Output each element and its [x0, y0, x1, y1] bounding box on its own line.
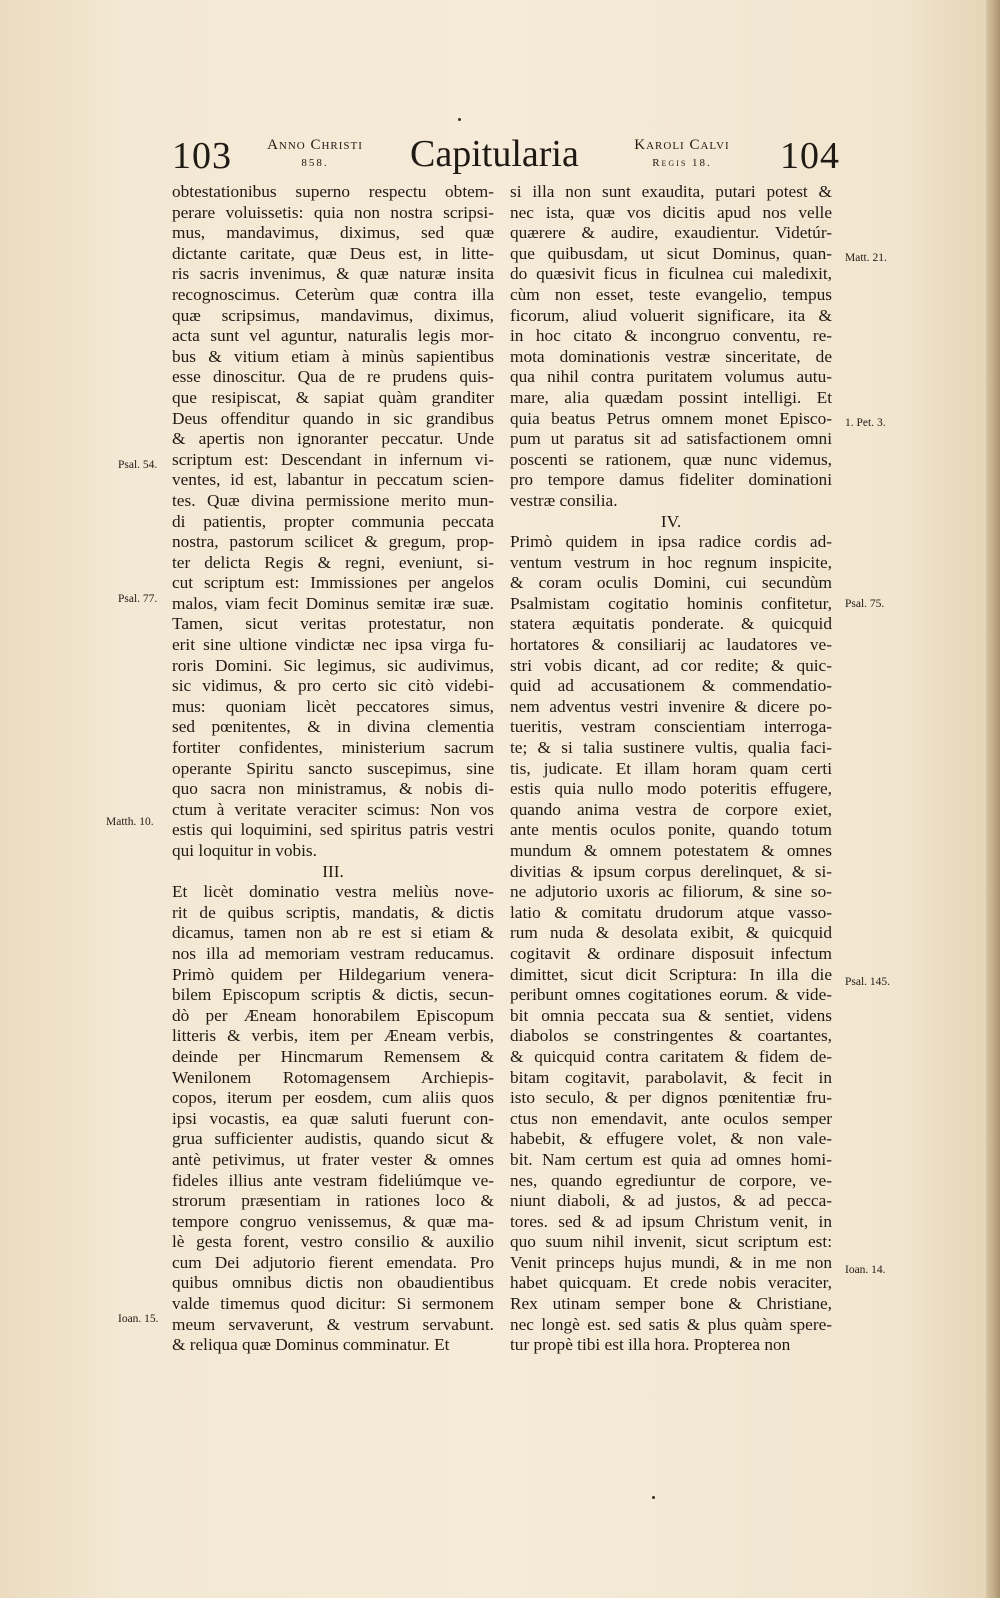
- text-line: rit de quibus scriptis, mandatis, & dictis: [172, 902, 494, 922]
- text-line: erit sine ultione vindictæ nec ipsa virga fu-: [172, 635, 494, 655]
- text-line: quo sacra non ministramus, & nobis di-: [172, 779, 494, 799]
- text-line: cogitavit & ordinare disposuit infectum: [510, 943, 832, 963]
- text-line: quo suum nihil invenit, sicut scriptum est:: [510, 1232, 832, 1252]
- text-line: que quibusdam, ut sicut Dominus, quan-: [510, 243, 832, 263]
- text-line: grua sufficienter audistis, quando sicut &: [172, 1129, 494, 1149]
- text-line: estis quia nullo modo poteritis effugere,: [510, 779, 832, 799]
- text-line: mota dominationis vestræ sinceritate, de: [510, 346, 832, 366]
- text-line: quia beatus Petrus omnem monet Episco-: [510, 408, 832, 428]
- text-line: quæ scripsimus, mandavimus, diximus,: [172, 305, 494, 325]
- text-line: Primò quidem in ipsa radice cordis ad-: [510, 532, 832, 552]
- text-line: si illa non sunt exaudita, putari potest &: [510, 182, 832, 201]
- text-line: ter delicta Regis & regni, eveniunt, si-: [172, 552, 494, 572]
- text-line: cut scriptum est: Immissiones per angelos: [172, 573, 494, 593]
- margin-note: Ioan. 14.: [845, 1264, 886, 1276]
- text-line: bit omnia peccata sua & sentiet, videns: [510, 1005, 832, 1025]
- text-line: deinde per Hincmarum Remensem &: [172, 1046, 494, 1066]
- text-line: fideles illius ante vestram fideliúmque ve-: [172, 1170, 494, 1190]
- text-line: in hoc citato & incongruo conventu, re-: [510, 326, 832, 346]
- text-line: roris Domini. Sic legimus, sic audivimus,: [172, 655, 494, 675]
- text-line: scriptum est: Descendant in infernum vi-: [172, 449, 494, 469]
- text-line: dicamus, tamen non ab re est si etiam &: [172, 923, 494, 943]
- text-line: esse dinoscitur. Qua de re prudens quis-: [172, 367, 494, 387]
- text-line: bit. Nam certum est quia ad omnes homi-: [510, 1149, 832, 1169]
- text-line: bitam cogitavit, parabolavit, & fecit in: [510, 1067, 832, 1087]
- text-line: nes, quando egrediuntur de corpore, ve-: [510, 1170, 832, 1190]
- text-line: nos illa ad memoriam vestram reducamus.: [172, 943, 494, 963]
- text-line: fortiter confidentes, ministerium sacrum: [172, 738, 494, 758]
- running-head-left-year: 858.: [301, 157, 329, 169]
- text-line: dictante caritate, quæ Deus est, in litte-: [172, 243, 494, 263]
- page-number-left: 103: [172, 135, 232, 177]
- text-line: & apertis non ignoranter peccatur. Unde: [172, 429, 494, 449]
- margin-note: Psal. 145.: [845, 976, 891, 988]
- text-line: pro tempore damus fideliter dominationi: [510, 470, 832, 490]
- text-line: ventum vestrum in hoc regnum inspicite,: [510, 552, 832, 572]
- text-line: ris sacris invenimus, & quæ naturæ insita: [172, 264, 494, 284]
- text-line: do quæsivit ficus in ficulnea cui maledixit,: [510, 264, 832, 284]
- text-line: sic vidimus, & pro certo sic citò videbi-: [172, 676, 494, 696]
- text-line: copos, iterum per eosdem, cum aliis quos: [172, 1088, 494, 1108]
- margin-note: Matth. 10.: [106, 816, 154, 828]
- margin-note: Matt. 21.: [845, 252, 887, 264]
- text-line: Rex utinam semper bone & Christiane,: [510, 1294, 832, 1314]
- text-line: & reliqua quæ Dominus comminatur. Et: [172, 1335, 450, 1355]
- text-line: peribunt omnes cogitationes eorum. & vide-: [510, 985, 832, 1005]
- text-line: niunt diaboli, & ad justos, & ad pecca-: [510, 1191, 832, 1211]
- text-line: vestræ consilia.: [510, 490, 618, 510]
- text-line: ne adjutorio uxoris ac filiorum, & sine so-: [510, 882, 832, 902]
- text-line: malos, viam fecit Dominus semitæ iræ suæ.: [172, 593, 494, 613]
- text-line: nostra, pastorum scilicet & gregum, prop-: [172, 532, 494, 552]
- text-line: rum nuda & desolata exibit, & quicquid: [510, 923, 832, 943]
- text-line: ventes, id est, labantur in peccatum scien-: [172, 470, 494, 490]
- text-line: mare, alia quædam possint intelligi. Et: [510, 387, 832, 407]
- text-line: divitias & ipsum corpus derelinquet, & si-: [510, 861, 832, 881]
- text-line: ficorum, aliud voluerit significare, ita &: [510, 305, 832, 325]
- text-line: mus: quoniam licèt peccatores simus,: [172, 696, 494, 716]
- text-line: dò per Æneam honorabilem Episcopum: [172, 1005, 494, 1025]
- text-line: cùm non esset, teste evangelio, tempus: [510, 284, 832, 304]
- text-line: isto seculo, & per dignos pœnitentiæ fru-: [510, 1088, 832, 1108]
- text-line: Primò quidem per Hildegarium venera-: [172, 964, 494, 984]
- page-header: [0, 130, 1000, 190]
- running-head-right-year: Regis 18.: [652, 157, 712, 169]
- text-line: estis qui loquimini, sed spiritus patris vestri: [172, 820, 494, 840]
- text-line: nem adventus vestri invenire & dicere po-: [510, 696, 832, 716]
- text-line: habebit, & effugere volet, & non vale-: [510, 1129, 832, 1149]
- text-line: III.: [322, 861, 344, 881]
- text-line: ipsi vocastis, ea quæ saluti fuerunt con-: [172, 1108, 494, 1128]
- text-line: Tamen, sicut veritas protestatur, non: [172, 614, 494, 634]
- running-head-right: [612, 136, 752, 172]
- text-line: Venit princeps hujus mundi, & in me non: [510, 1252, 832, 1272]
- text-line: recognoscimus. Ceterùm quæ contra illa: [172, 284, 494, 304]
- running-head-left: [250, 136, 380, 172]
- text-line: habet quicquam. Et crede nobis veraciter,: [510, 1273, 832, 1293]
- text-line: litteris & verbis, item per Æneam verbis,: [172, 1026, 494, 1046]
- text-line: mundum & omnem potestatem & omnes: [510, 841, 832, 860]
- text-line: tempore congruo venissemus, & quæ ma-: [172, 1211, 494, 1231]
- text-line: Wenilonem Rotomagensem Archiepis-: [172, 1067, 494, 1087]
- text-line: valde timemus quod dicitur: Si sermonem: [172, 1294, 494, 1314]
- text-line: diabolos se constringentes & coartantes,: [510, 1026, 832, 1046]
- text-line: bus & vitium etiam à minùs sapientibus: [172, 346, 494, 366]
- page-title: Capitularia: [410, 133, 579, 175]
- text-line: IV.: [660, 511, 682, 531]
- running-head-left-text: Anno Christi: [267, 137, 363, 153]
- text-line: qui loquitur in vobis.: [172, 841, 317, 860]
- text-line: poscenti se rationem, quæ nunc videmus,: [510, 449, 832, 469]
- text-line: operante Spiritu sancto suscepimus, sine: [172, 758, 494, 778]
- text-line: stri vobis dicant, ad cor redite; & quic-: [510, 655, 832, 675]
- text-line: hortatores & consiliarij ac laudatores ve-: [510, 635, 832, 655]
- margin-note: Psal. 75.: [845, 598, 885, 610]
- text-line: tores. sed & ad ipsum Christum venit, in: [510, 1211, 832, 1231]
- text-line: tes. Quæ divina permissione merito mun-: [172, 490, 494, 510]
- margin-note: Psal. 54.: [118, 459, 158, 471]
- text-line: te; & si talia sustinere vultis, qualia faci-: [510, 738, 832, 758]
- text-line: nec ista, quæ vos dicitis apud nos velle: [510, 202, 832, 222]
- text-column-left: [172, 182, 494, 1356]
- text-line: Psalmistam cogitatio hominis confitetur,: [510, 593, 832, 613]
- text-line: latio & comitatu drudorum atque vasso-: [510, 902, 832, 922]
- text-column-right: [510, 182, 832, 1356]
- text-line: acta sunt vel aguntur, naturalis legis mor-: [172, 326, 494, 346]
- margin-note: 1. Pet. 3.: [845, 417, 886, 429]
- margin-note: Psal. 77.: [118, 593, 158, 605]
- text-line: quid ad accusationem & commendatio-: [510, 676, 832, 696]
- running-head-right-text: Karoli Calvi: [634, 137, 730, 153]
- text-line: meum servaverunt, & vestrum servabunt.: [172, 1314, 494, 1334]
- text-line: qua nihil contra puritatem volumus autu-: [510, 367, 832, 387]
- text-line: strorum præsentiam in rationes loco &: [172, 1191, 494, 1211]
- text-line: ctus non emendavit, ante oculos semper: [510, 1108, 832, 1128]
- text-line: dimittet, sicut dicit Scriptura: In illa die: [510, 964, 832, 984]
- text-line: nec longè est. sed satis & plus quàm spere-: [510, 1314, 832, 1334]
- text-line: di patientis, propter communia peccata: [172, 511, 494, 531]
- page-edge: [986, 0, 1000, 1598]
- margin-note: Ioan. 15.: [118, 1313, 159, 1325]
- text-line: que resipiscat, & sapiat quàm granditer: [172, 387, 494, 407]
- text-line: quibus omnibus dictis non obaudientibus: [172, 1273, 494, 1293]
- text-line: & coram oculis Domini, cui secundùm: [510, 573, 832, 593]
- text-line: tis, judicate. Et illam horam quam certi: [510, 758, 832, 778]
- text-line: Et licèt dominatio vestra meliùs nove-: [172, 882, 494, 902]
- page-number-right: 104: [780, 135, 840, 177]
- text-line: & quicquid contra caritatem & fidem de-: [510, 1046, 832, 1066]
- text-line: pum ut paratus sit ad satisfactionem omni: [510, 429, 832, 449]
- text-line: perare voluissetis: quia non nostra scripsi-: [172, 202, 494, 222]
- text-line: tueritis, vestram conscientiam interroga-: [510, 717, 832, 737]
- text-line: quando anima vestra de corpore exiet,: [510, 799, 832, 819]
- text-line: ante mentis oculos ponite, quando totum: [510, 820, 832, 840]
- text-line: antè petivimus, ut frater vester & omnes: [172, 1149, 494, 1169]
- text-line: statera æquitatis ponderate. & quicquid: [510, 614, 832, 634]
- text-line: bilem Episcopum scriptis & dictis, secun-: [172, 985, 494, 1005]
- text-line: sed pœnitentes, & in divina clementia: [172, 717, 494, 737]
- text-line: mus, mandavimus, diximus, sed quæ: [172, 223, 494, 243]
- text-line: cum Dei adjutorio fierent emendata. Pro: [172, 1252, 494, 1272]
- text-line: quærere & audire, exaudientur. Videtúr-: [510, 223, 832, 243]
- text-line: obtestationibus superno respectu obtem-: [172, 182, 494, 201]
- text-line: tur propè tibi est illa hora. Propterea non: [510, 1335, 791, 1355]
- text-line: lè gesta forent, vestro consilio & auxilio: [172, 1232, 494, 1252]
- text-line: ctum à veritate veraciter scimus: Non vos: [172, 799, 494, 819]
- ink-speck: [652, 1496, 655, 1499]
- ink-speck: [458, 118, 461, 121]
- text-line: Deus offenditur quando in sic grandibus: [172, 408, 494, 428]
